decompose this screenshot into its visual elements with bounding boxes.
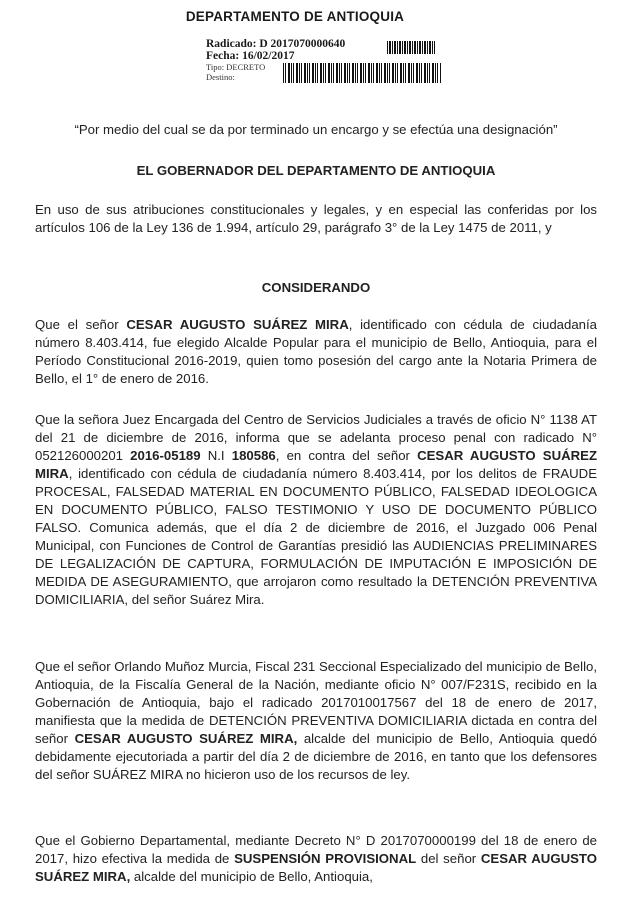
text-run: , identificado con cédula de ciudadanía número 8.403.414, por los delitos de FRAUDE PROCESAL, FALSEDAD MATERIAL EN DOCUMENTO PÚBLICO, FALSEDAD IDEOLOGICA EN DOCUMENTO PÚBLICO, FALSO TESTIMONIO Y USO DE DOCUMENTO PÚBLICO FALSO. Comunica además, que el día 2 de diciembre de 2016, el Juzgado 006 Penal Municipal, con Funciones de Control de Garantías presidió las AUDIENCIAS PRELIMINARES DE LEGALIZACIÓN DE CAPTURA, FORMULACIÓN DE IMPUTACIÓN E IMPOSICIÓN DE MEDIDA DE ASEGURAMIENTO, que arrojaron como resultado la DETENCIÓN PREVENTIVA DOMICILIARIA, del señor Suárez Mira. [35,466,597,607]
person-name: CESAR AUGUSTO SUÁREZ MIRA, [35,851,597,884]
paragraph-3 [35,658,597,784]
text-run: Que el señor [35,317,127,332]
barcode-small-icon [387,41,435,54]
paragraph-2 [35,411,597,609]
paragraph-4 [35,832,597,886]
radicado-number: Radicado: D 2017070000640 [206,38,346,50]
case-ni: 180586 [231,448,276,463]
person-name: CESAR AUGUSTO SUÁREZ MIRA [35,448,598,481]
radicado-type: Tipo: DECRETO [206,62,266,72]
text-run: N.I [200,448,232,463]
paragraph-1 [35,316,597,388]
person-name: CESAR AUGUSTO SUÁREZ MIRA, [74,731,298,746]
considerando-heading: CONSIDERANDO [261,280,371,295]
person-name: CESAR AUGUSTO SUÁREZ MIRA [126,317,349,332]
intro-paragraph: En uso de sus atribuciones constitucionales y legales, y en especial las conferidas por los artículos 106 de la Ley 136 de 1.994, artículo 29, parágrafo 3° de la Ley 1475 de 2011, y [35,202,597,235]
text-run: alcalde del municipio de Bello, Antioquia, [130,869,373,884]
radicado-destination: Destino: [206,72,235,82]
text-run: Que la señora Juez Encargada del Centro de Servicios Judiciales a través de oficio N° 1138 AT del 21 de diciembre de 2016, informa que se adelanta proceso penal con radicado N° 052126000201 [35,412,597,463]
text-run: del señor [416,851,481,866]
case-number: 2016-05189 [130,448,201,463]
decree-title: “Por medio del cual se da por terminado un encargo y se efectúa una designación” [74,122,558,137]
radicado-date: Fecha: 16/02/2017 [206,50,295,62]
text-run: Que el Gobierno Departamental, mediante Decreto N° D 2017070000199 del 18 de enero de 2017, hizo efectiva la medida de [35,833,597,866]
measure-name: SUSPENSIÓN PROVISIONAL [234,851,417,866]
text-run: , en contra del señor [275,448,418,463]
text-run: Que el señor Orlando Muñoz Murcia, Fiscal 231 Seccional Especializado del municipio de Bello, Antioquia, de la Fiscalía General de la Nación, mediante oficio N° 007/F231S, recibido en la Gobernación de Antioquia, bajo el radicado 2017010017567 del 18 de enero de 2017, manifiesta que la medida de DETENCIÓN PREVENTIVA DOMICILIARIA dictada en contra del señor [35,659,597,746]
governor-heading: EL GOBERNADOR DEL DEPARTAMENTO DE ANTIOQUIA [136,163,496,178]
text-run: alcalde del municipio de Bello, Antioquia quedó debidamente ejecutoriada a partir del día 2 de diciembre de 2016, en tanto que los defensores del señor SUÁREZ MIRA no hicieron uso de los recursos de ley. [35,731,597,782]
text-run: , identificado con cédula de ciudadanía número 8.403.414, fue elegido Alcalde Popular para el municipio de Bello, Antioquia, para el Período Constitucional 2016-2019, quien tomo posesión del cargo ante la Notaria Primera de Bello, el 1° de enero de 2016. [35,317,597,386]
radicado-stamp [206,38,345,82]
department-header: DEPARTAMENTO DE ANTIOQUIA [185,9,405,24]
